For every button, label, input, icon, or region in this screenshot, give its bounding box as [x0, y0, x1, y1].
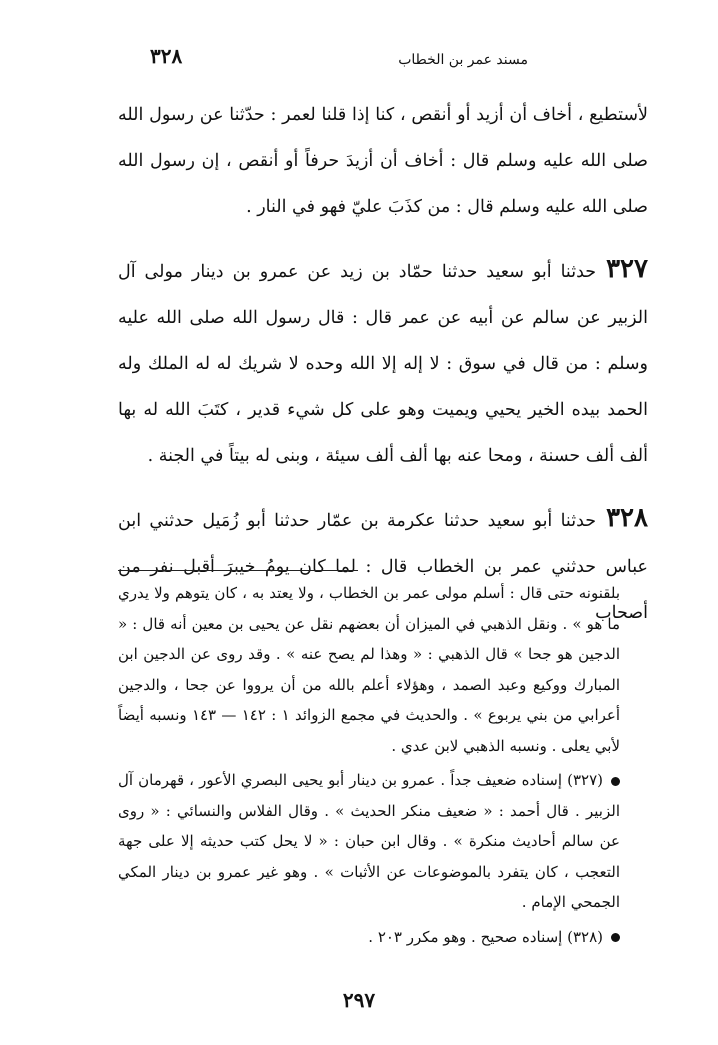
footnote-text-327: (٣٢٧) إسناده ضعيف جداً . عمرو بن دينار أبو يحيى البصري الأعور ، قهرمان آل الزبير . قال أحمد : « ضعيف منكر الحديث » . وقال الفلاس والنسائي : « روى عن سالم أحاديث منكرة » . وقال ابن حبان : « لا يحل كتب حديثه إلا على جهة التعجب ، كان يتفرد بالموضوعات عن الأثبات » . وهو غير عمرو بن دينار المكي الجمحي الإمام .	[118, 771, 620, 911]
footnote-divider	[118, 570, 358, 571]
page-number-top: ٣٢٨	[150, 44, 183, 68]
main-text	[118, 92, 648, 636]
page-header	[150, 44, 568, 74]
footnote-text-328: (٣٢٨) إسناده صحيح . وهو مكرر ٢٠٣ .	[368, 927, 603, 946]
running-title: مسند عمر بن الخطاب	[398, 52, 528, 68]
hadith-number-328: ٣٢٨	[606, 503, 648, 533]
bullet-icon	[611, 777, 620, 786]
footnote-328	[118, 922, 620, 953]
footnote-continuation: بلقنونه حتى قال : أسلم مولى عمر بن الخطاب ، ولا يعتد به ، كان يتوهم ولا يدري ما هو » . ونقل الذهبي في الميزان أن بعضهم نقل عن يحيى بن معين أنه قال : « الدجين هو جحا » قال الذهبي : « وهذا لم يصح عنه » . وقد روى عن الدجين ابن المبارك ووكيع وعبد الصمد ، وهؤلاء أعلم بالله من أن يرووا عن جحا ، والدجين أعرابي من بني يربوع » . والحديث في مجمع الزوائد ١ : ١٤٢ — ١٤٣ ونسبه أيضاً لأبي يعلى . ونسبه الذهبي لابن عدي .	[118, 584, 621, 755]
hadith-text-327: حدثنا أبو سعيد حدثنا حمّاد بن زيد عن عمرو بن دينار مولى آل الزبير عن سالم عن أبيه عن عمر قال : قال رسول الله صلى الله عليه وسلم : من قال في سوق : لا إله إلا الله وحده لا شريك له له الملك وله الحمد بيده الخير يحيي ويميت وهو على كل شيء قدير ، كتَبَ الله له بها ألف ألف حسنة ، ومحا عنه بها ألف ألف سيئة ، وبنى له بيتاً في الجنة .	[118, 262, 648, 466]
footnote-327	[118, 765, 620, 918]
hadith-text-328: حدثنا أبو سعيد حدثنا عكرمة بن عمّار حدثنا أبو زُمَيل حدثني ابن عباس حدثني عمر بن الخطاب قال : لما كان يومُ خيبرَ أقبل نفر من أصحاب	[118, 511, 648, 623]
previous-hadith-continuation: لأستطيع ، أخاف أن أزيد أو أنقص ، كنا إذا قلنا لعمر : حدّثنا عن رسول الله صلى الله عليه وسلم قال : أخاف أن أزيدَ حرفاً أو أنقص ، إن رسول الله صلى الله عليه وسلم قال : من كذَبَ عليّ فهو في النار .	[118, 105, 648, 217]
bullet-icon	[611, 933, 620, 942]
footnotes	[118, 578, 620, 952]
hadith-number-327: ٣٢٧	[606, 254, 648, 284]
page-number-bottom: ٢٩٧	[342, 988, 376, 1012]
hadith-327	[118, 246, 648, 479]
